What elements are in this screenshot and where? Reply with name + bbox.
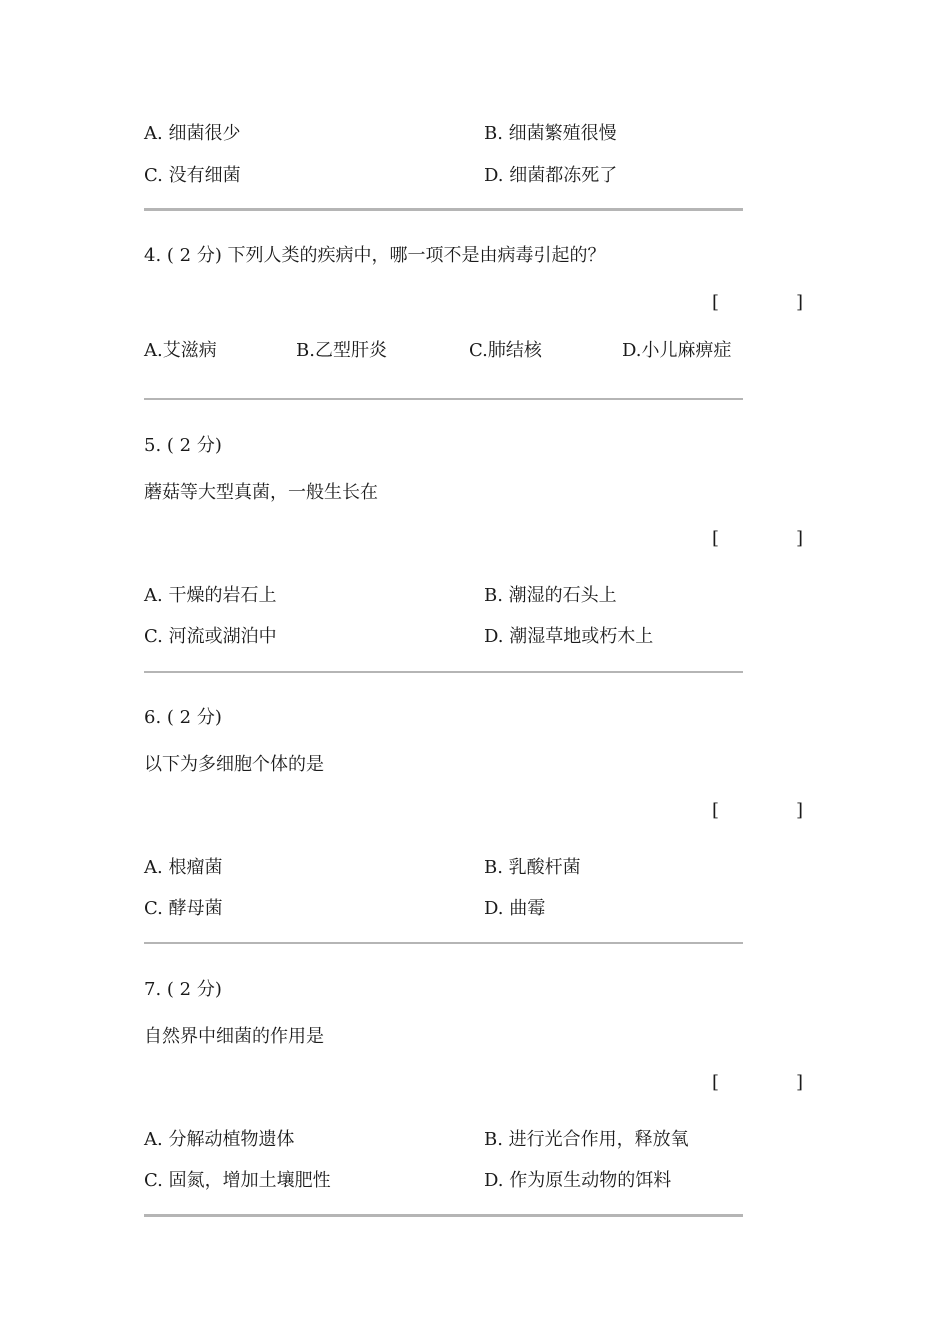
q5-option-a: A. 干燥的岩石上: [144, 585, 277, 606]
q3-option-b: B. 细菌繁殖很慢: [484, 123, 617, 144]
q3-option-d: D. 细菌都冻死了: [484, 165, 618, 186]
divider-q3: [144, 208, 743, 211]
q7-option-d: D. 作为原生动物的饵料: [484, 1170, 672, 1191]
q5-header: 5. ( 2 分): [144, 435, 222, 456]
q6-stem: 以下为多细胞个体的是: [144, 754, 324, 775]
q6-header: 6. ( 2 分): [144, 707, 222, 728]
q6-option-b: B. 乳酸杆菌: [484, 857, 581, 878]
q5-option-b: B. 潮湿的石头上: [484, 585, 617, 606]
q5-answer-bracket-open: [: [712, 528, 720, 549]
divider-q4: [144, 398, 743, 400]
q5-option-c: C. 河流或湖泊中: [144, 626, 277, 647]
q6-answer-bracket-open: [: [712, 800, 720, 821]
q7-option-a: A. 分解动植物遗体: [144, 1129, 295, 1150]
q5-option-d: D. 潮湿草地或朽木上: [484, 626, 654, 647]
q4-answer-bracket-open: [: [712, 292, 720, 313]
q3-option-c: C. 没有细菌: [144, 165, 241, 186]
q7-answer-bracket-close: ]: [796, 1072, 804, 1093]
q7-option-c: C. 固氮，增加土壤肥性: [144, 1170, 331, 1191]
q5-stem: 蘑菇等大型真菌，一般生长在: [144, 482, 378, 503]
q6-answer-bracket-close: ]: [796, 800, 804, 821]
q3-option-a: A. 细菌很少: [144, 123, 241, 144]
divider-q6: [144, 942, 743, 944]
q7-stem: 自然界中细菌的作用是: [144, 1026, 324, 1047]
q7-answer-bracket-open: [: [712, 1072, 720, 1093]
divider-q7: [144, 1214, 743, 1217]
q4-option-d: D.小儿麻痹症: [622, 340, 732, 361]
q4-option-c: C.肺结核: [469, 340, 542, 361]
q7-option-b: B. 进行光合作用，释放氧: [484, 1129, 689, 1150]
q4-stem: 4. ( 2 分) 下列人类的疾病中，哪一项不是由病毒引起的？: [144, 245, 606, 266]
q6-option-d: D. 曲霉: [484, 898, 546, 919]
q4-option-a: A.艾滋病: [144, 340, 217, 361]
q4-answer-bracket-close: ]: [796, 292, 804, 313]
divider-q5: [144, 671, 743, 673]
q5-answer-bracket-close: ]: [796, 528, 804, 549]
q6-option-c: C. 酵母菌: [144, 898, 223, 919]
q7-header: 7. ( 2 分): [144, 979, 222, 1000]
q6-option-a: A. 根瘤菌: [144, 857, 223, 878]
q4-option-b: B.乙型肝炎: [296, 340, 387, 361]
